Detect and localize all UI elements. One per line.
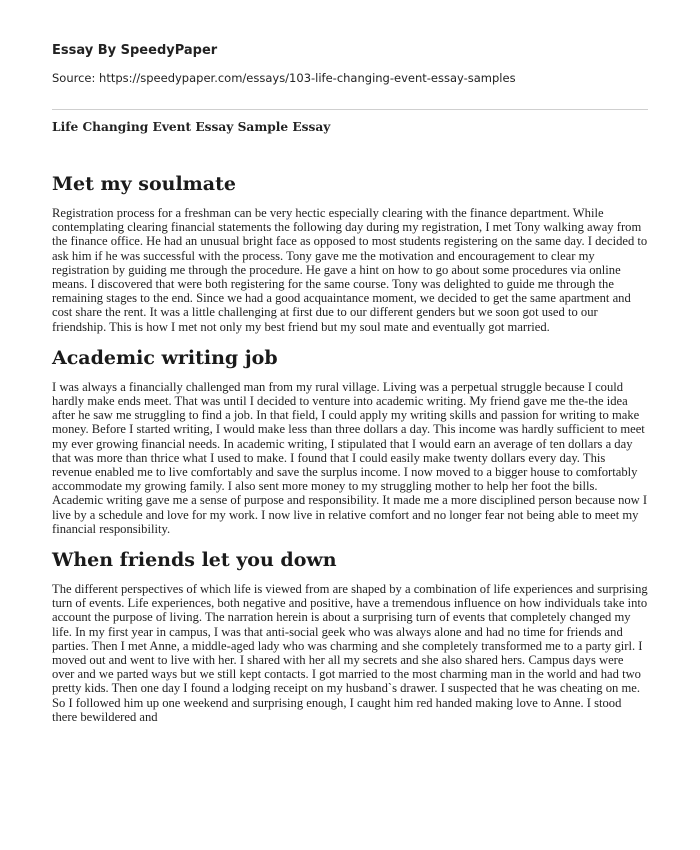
- section-paragraph: Registration process for a freshman can be very hectic especially clearing with the finance department. While contemplating clearing financial statements the following day during my registration, I met Tony walking away from the finance office. He had an unusual bright face as opposed to most students registering on the same day. I decided to ask him if he was successful with the process. Tony gave me the motivation and encouragement to clear my registration by guiding me through the procedure. He gave a hint on how to go about some procedures via online means. I discovered that were both registering for the same course. Tony was delighted to guide me through the remaining stages to the end. Since we had a good acquaintance moment, we decided to get the same apartment and cost share the rent. It was a little challenging at first due to our different genders but we soon got used to our friendship. This is how I met not only my best friend but my soul mate and eventually got married.: [52, 206, 648, 334]
- header-title: Essay By SpeedyPaper: [52, 43, 218, 58]
- section-when-friends-let-you-down: [52, 548, 648, 724]
- section-academic-writing-job: [52, 346, 648, 536]
- essay-content: [52, 172, 648, 736]
- divider: [52, 109, 648, 110]
- section-met-my-soulmate: [52, 172, 648, 334]
- section-paragraph: The different perspectives of which life is viewed from are shaped by a combination of life experiences and surprising turn of events. Life experiences, both negative and positive, have a tremendous influence on how individuals take into account the purpose of living. The narration herein is about a surprising turn of events that completely changed my life. In my first year in campus, I was that anti-social geek who was always alone and had no time for friends and parties. Then I met Anne, a middle-aged lady who was charming and she completely transformed me to a party girl. I moved out and went to live with her. I shared with her all my secrets and she also shared hers. Campus days were over and we parted ways but we still kept contacts. I got married to the most charming man in the world and had two pretty kids. Then one day I found a lodging receipt on my husband`s drawer. I suspected that he was cheating on me. So I followed him up one weekend and surprising enough, I caught him red handed making love to Anne. I stood there bewildered and: [52, 582, 648, 724]
- section-paragraph: I was always a financially challenged man from my rural village. Living was a perpetual struggle because I could hardly make ends meet. That was until I decided to venture into academic writing. My friend gave me the-the idea after he saw me struggling to find a job. In that field, I could apply my writing skills and passion for writing to make money. Before I started writing, I would make less than three dollars a day. This income was hardly sufficient to meet my ever growing financial needs. In academic writing, I stipulated that I would earn an average of ten dollars a day that was more than thrice what I used to make. I found that I could easily make twenty dollars every day. This revenue enabled me to live comfortably and save the surplus income. I now moved to a bigger house to comfortably accommodate my growing family. I also sent more money to my struggling mother to help her foot the bills. Academic writing gave me a sense of purpose and responsibility. It made me a more disciplined person because now I live by a schedule and love for my work. I now live in relative comfort and no longer fear not being able to meet my financial responsibility.: [52, 379, 648, 536]
- section-heading: When friends let you down: [52, 549, 337, 572]
- section-heading: Met my soulmate: [52, 173, 236, 195]
- section-heading: Academic writing job: [52, 346, 278, 369]
- source-line: Source: https://speedypaper.com/essays/103-life-changing-event-essay-samples: [52, 71, 516, 85]
- document-title: Life Changing Event Essay Sample Essay: [52, 120, 331, 134]
